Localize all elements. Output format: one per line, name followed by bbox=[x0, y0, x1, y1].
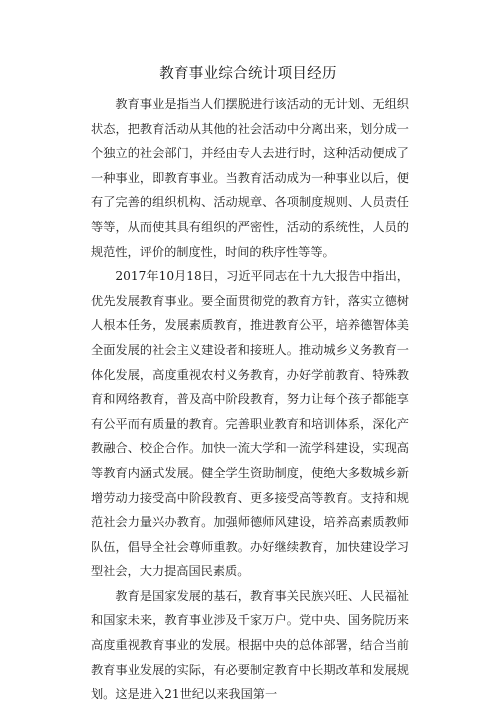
paragraph-2: 2017年10月18日，习近平同志在十九大报告中指出，优先发展教育事业。要全面贯彻党的教育方针，落实立德树人根本任务，发展素质教育，推进教育公平，培养德智体美全面发展的社会主义建设者和接班人。推动城乡义务教育一体化发展，高度重视农村义务教育，办好学前教育、特殊教育和网络教育，普及高中阶段教育，努力让每个孩子都能享有公平而有质量的教育。完善职业教育和培训体系，深化产教融合、校企合作。加快一流大学和一流学科建设，实现高等教育内涵式发展。健全学生资助制度，使绝大多数城乡新增劳动力接受高中阶段教育、更多接受高等教育。支持和规范社会力量兴办教育。加强师德师风建设，培养高素质教师队伍，倡导全社会尊师重教。办好继续教育，加快建设学习型社会，大力提高国民素质。 bbox=[91, 269, 409, 579]
document-body bbox=[91, 92, 409, 707]
paragraph-1: 教育事业是指当人们摆脱进行该活动的无计划、无组织状态，把教育活动从其他的社会活动中分离出来，划分成一个独立的社会部门，并经由专人去进行时，这种活动便成了一种事业，即教育事业。当教育活动成为一种事业以后，便有了完善的组织机构、活动规章、各项制度规则、人员责任等等，从而使其具有组织的严密性，活动的系统性，人员的规范性，评价的制度性，时间的秩序性等等。 bbox=[91, 97, 409, 259]
paragraph-3: 教育是国家发展的基石，教育事关民族兴旺、人民福祉和国家未来，教育事业涉及千家万户。党中央、国务院历来高度重视教育事业的发展。根据中央的总体部署，结合当前教育事业发展的实际，有必要制定教育中长期改革和发展规划。这是进入21世纪以来我国第一 bbox=[91, 588, 409, 702]
document-title: 教育事业综合统计项目经历 bbox=[159, 66, 337, 82]
